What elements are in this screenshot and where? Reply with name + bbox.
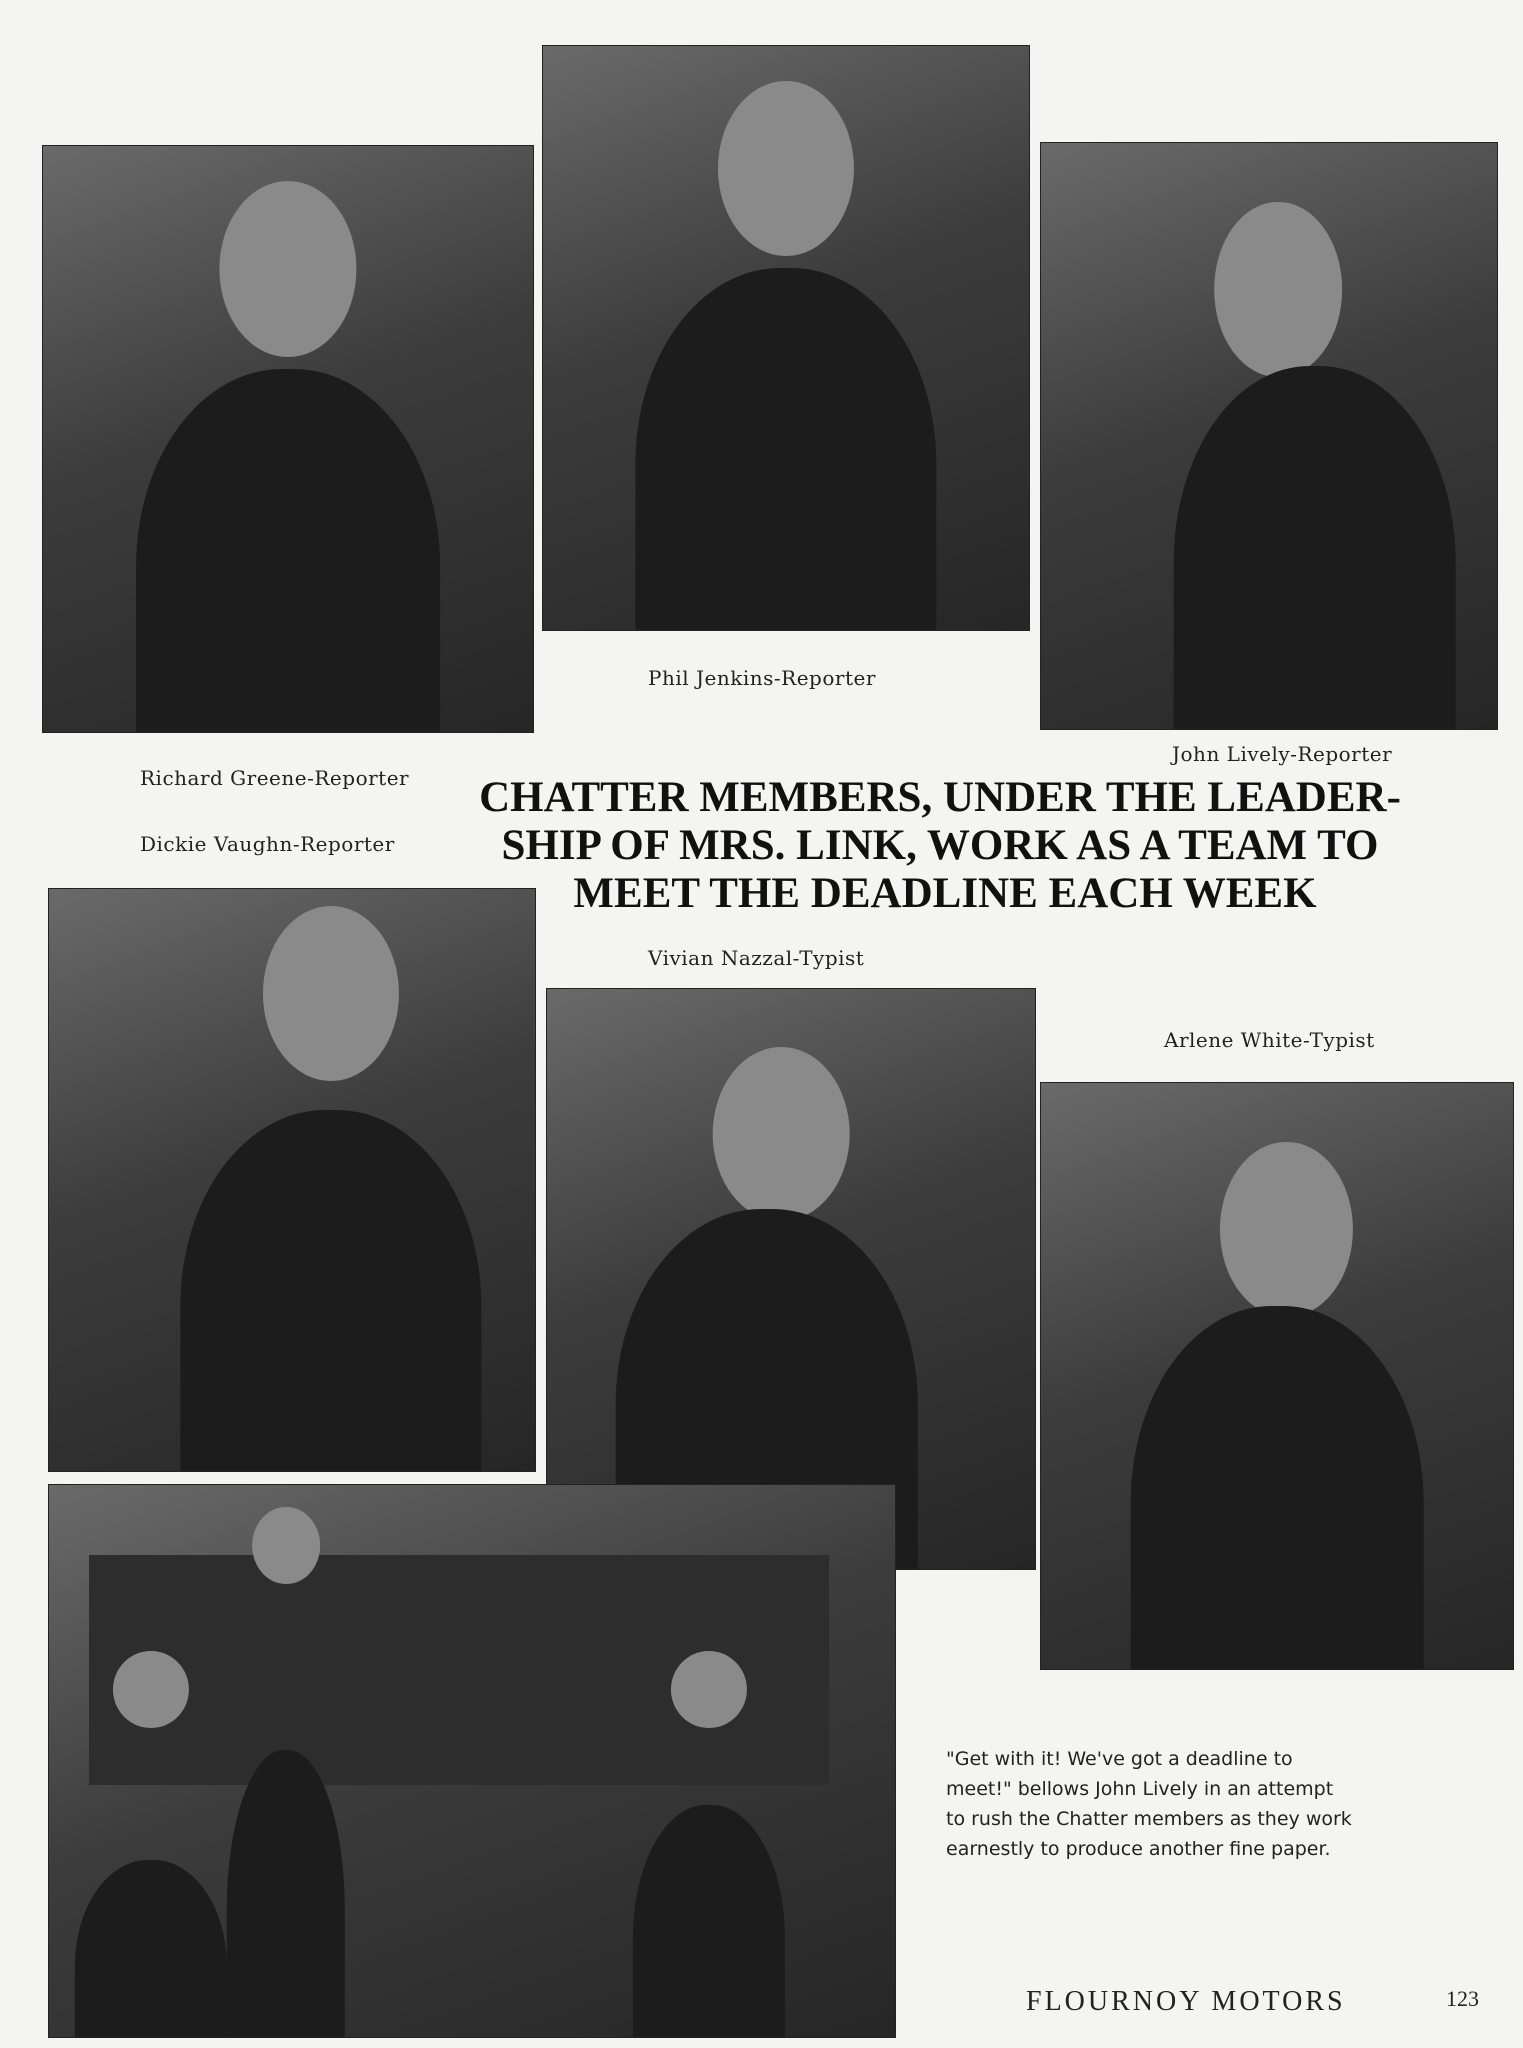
caption-vivian-nazzal: Vivian Nazzal-Typist	[648, 946, 865, 970]
photo-phil-jenkins	[542, 45, 1030, 631]
headline-line-1: CHATTER MEMBERS, UNDER THE LEADER-	[479, 774, 1401, 821]
photo-richard-greene	[42, 145, 534, 733]
footer-sponsor: FLOURNOY MOTORS	[1026, 1986, 1346, 2017]
group-caption-line-4: earnestly to produce another fine paper.	[946, 1838, 1331, 1860]
headline-line-2: SHIP OF MRS. LINK, WORK AS A TEAM TO	[501, 822, 1379, 869]
headline	[440, 774, 1440, 918]
photo-chatter-staff-group	[48, 1484, 896, 2038]
group-caption-line-1: "Get with it! We've got a deadline to	[946, 1748, 1293, 1770]
photo-john-lively	[1040, 142, 1498, 730]
photo-dickie-vaughn	[48, 888, 536, 1472]
caption-richard-greene: Richard Greene-Reporter	[140, 766, 410, 790]
group-photo-caption	[946, 1744, 1446, 1864]
caption-phil-jenkins: Phil Jenkins-Reporter	[648, 666, 876, 690]
page-number: 123	[1446, 1986, 1479, 2011]
group-caption-line-2: meet!" bellows John Lively in an attempt	[946, 1778, 1334, 1800]
caption-arlene-white: Arlene White-Typist	[1164, 1028, 1375, 1052]
photo-vivian-nazzal	[546, 988, 1036, 1570]
photo-arlene-white	[1040, 1082, 1514, 1670]
headline-line-3: MEET THE DEADLINE EACH WEEK	[573, 870, 1317, 917]
caption-john-lively: John Lively-Reporter	[1172, 742, 1393, 766]
group-caption-line-3: to rush the Chatter members as they work	[946, 1808, 1352, 1830]
caption-dickie-vaughn: Dickie Vaughn-Reporter	[140, 832, 395, 856]
